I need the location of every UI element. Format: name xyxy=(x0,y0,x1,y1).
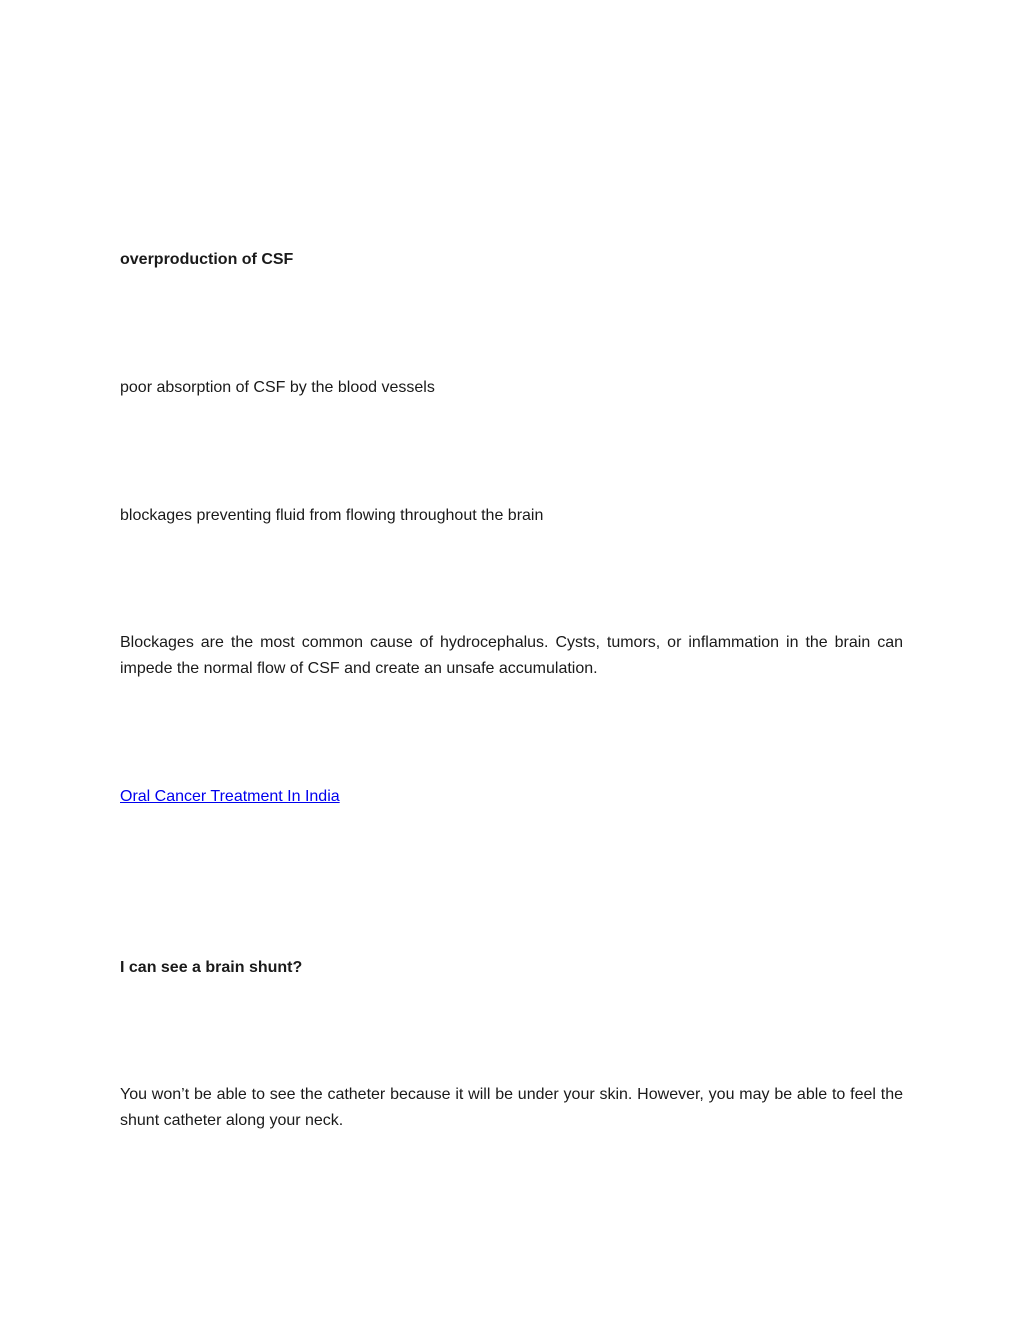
heading-overproduction-of-csf: overproduction of CSF xyxy=(120,251,294,268)
paragraph-blockages-cause: Blockages are the most common cause of hydrocephalus. Cysts, tumors, or inflammation in the brain can impede the normal flow of CSF and create an unsafe accumulation. xyxy=(120,634,903,677)
paragraph-poor-absorption: poor absorption of CSF by the blood vessels xyxy=(120,379,435,396)
oral-cancer-treatment-link[interactable]: Oral Cancer Treatment In India xyxy=(120,788,340,805)
heading-brain-shunt: I can see a brain shunt? xyxy=(120,959,303,976)
link-paragraph xyxy=(120,784,903,810)
paragraph-catheter-answer: You won’t be able to see the catheter because it will be under your skin. However, you may be able to feel the shunt catheter along your neck. xyxy=(120,1086,903,1129)
paragraph-blockages-flow: blockages preventing fluid from flowing throughout the brain xyxy=(120,507,544,524)
